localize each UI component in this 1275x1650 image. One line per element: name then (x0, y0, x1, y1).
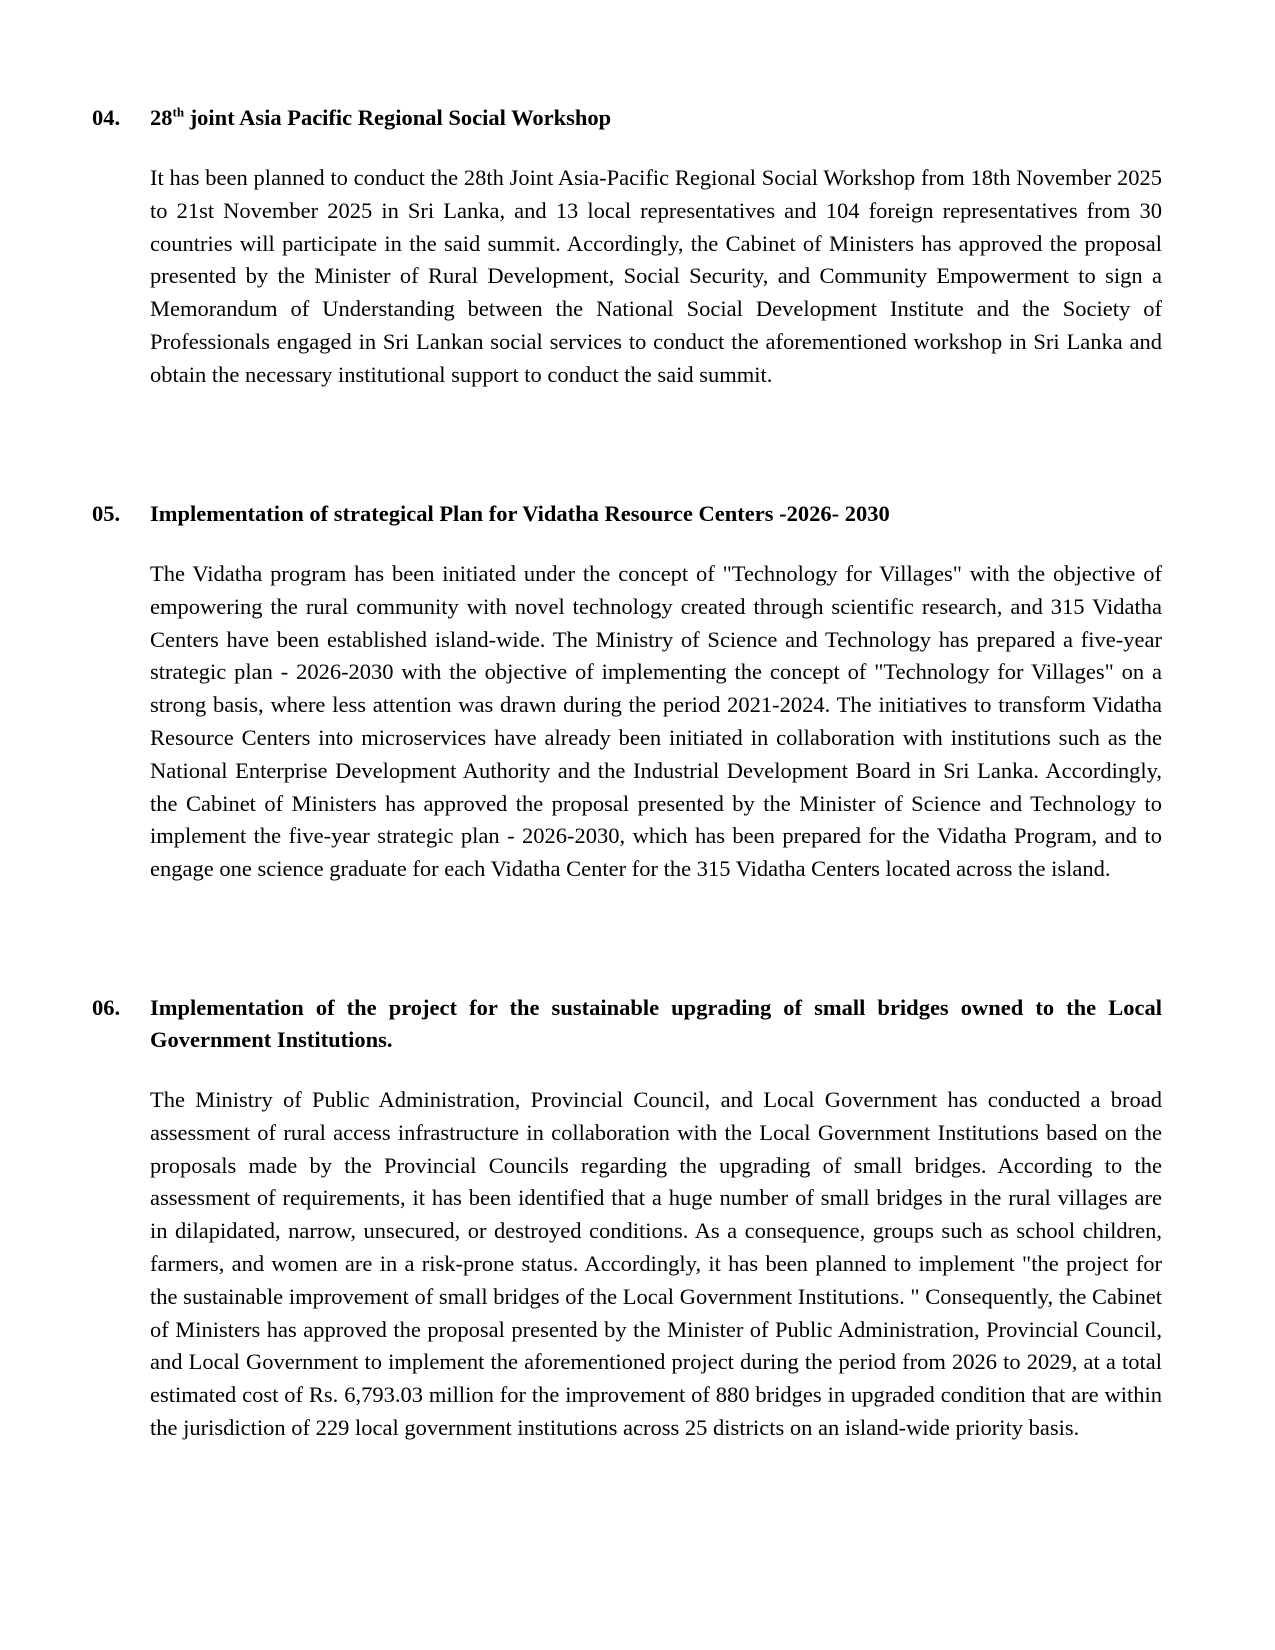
section-number: 04. (92, 105, 121, 130)
section-title: Implementation of strategical Plan for Vidatha Resource Centers -2026- 2030 (150, 501, 890, 526)
section-heading (92, 102, 1162, 134)
section-body: It has been planned to conduct the 28th Joint Asia-Pacific Regional Social Workshop from 18th November 2025 to 21st November 2025 in Sri Lanka, and 13 local representatives and 104 foreign representatives from 30 countries will participate in the said summit. Accordingly, the Cabinet of Ministers has approved the proposal presented by the Minister of Rural Development, Social Security, and Community Empowerment to sign a Memorandum of Understanding between the National Social Development Institute and the Society of Professionals engaged in Sri Lankan social services to conduct the aforementioned workshop in Sri Lanka and obtain the necessary institutional support to conduct the said summit. (150, 165, 1162, 387)
section-06 (92, 992, 1162, 1445)
section-title: Implementation of the project for the sustainable upgrading of small bridges owned to the Local Government Institutions. (150, 995, 1162, 1052)
section-body: The Ministry of Public Administration, Provincial Council, and Local Government has conducted a broad assessment of rural access infrastructure in collaboration with the Local Government Institutions based on the proposals made by the Provincial Councils regarding the upgrading of small bridges. According to the assessment of requirements, it has been identified that a huge number of small bridges in the rural villages are in dilapidated, narrow, unsecured, or destroyed conditions. As a consequence, groups such as school children, farmers, and women are in a risk-prone status. Accordingly, it has been planned to implement "the project for the sustainable improvement of small bridges of the Local Government Institutions. " Consequently, the Cabinet of Ministers has approved the proposal presented by the Minister of Public Administration, Provincial Council, and Local Government to implement the aforementioned project during the period from 2026 to 2029, at a total estimated cost of Rs. 6,793.03 million for the improvement of 880 bridges in upgraded condition that are within the jurisdiction of 229 local government institutions across 25 districts on an island-wide priority basis. (150, 1087, 1162, 1440)
title-ordinal-suffix: th (172, 104, 185, 120)
title-ordinal: 28 (150, 105, 173, 130)
title-text: joint Asia Pacific Regional Social Workshop (184, 105, 612, 130)
section-number: 05. (92, 501, 121, 526)
section-title (150, 102, 1162, 134)
section-body: The Vidatha program has been initiated under the concept of "Technology for Villages" with the objective of empowering the rural community with novel technology created through scientific research, and 315 Vidatha Centers have been established island-wide. The Ministry of Science and Technology has prepared a five-year strategic plan - 2026-2030 with the objective of implementing the concept of "Technology for Villages" on a strong basis, where less attention was drawn during the period 2021-2024. The initiatives to transform Vidatha Resource Centers into microservices have already been initiated in collaboration with institutions such as the National Enterprise Development Authority and the Industrial Development Board in Sri Lanka. Accordingly, the Cabinet of Ministers has approved the proposal presented by the Minister of Science and Technology to implement the five-year strategic plan - 2026-2030, which has been prepared for the Vidatha Program, and to engage one science graduate for each Vidatha Center for the 315 Vidatha Centers located across the island. (150, 561, 1162, 882)
section-heading (92, 498, 1162, 530)
section-heading (92, 992, 1162, 1056)
section-number: 06. (92, 995, 121, 1020)
section-05 (92, 498, 1162, 886)
section-04 (92, 102, 1162, 392)
